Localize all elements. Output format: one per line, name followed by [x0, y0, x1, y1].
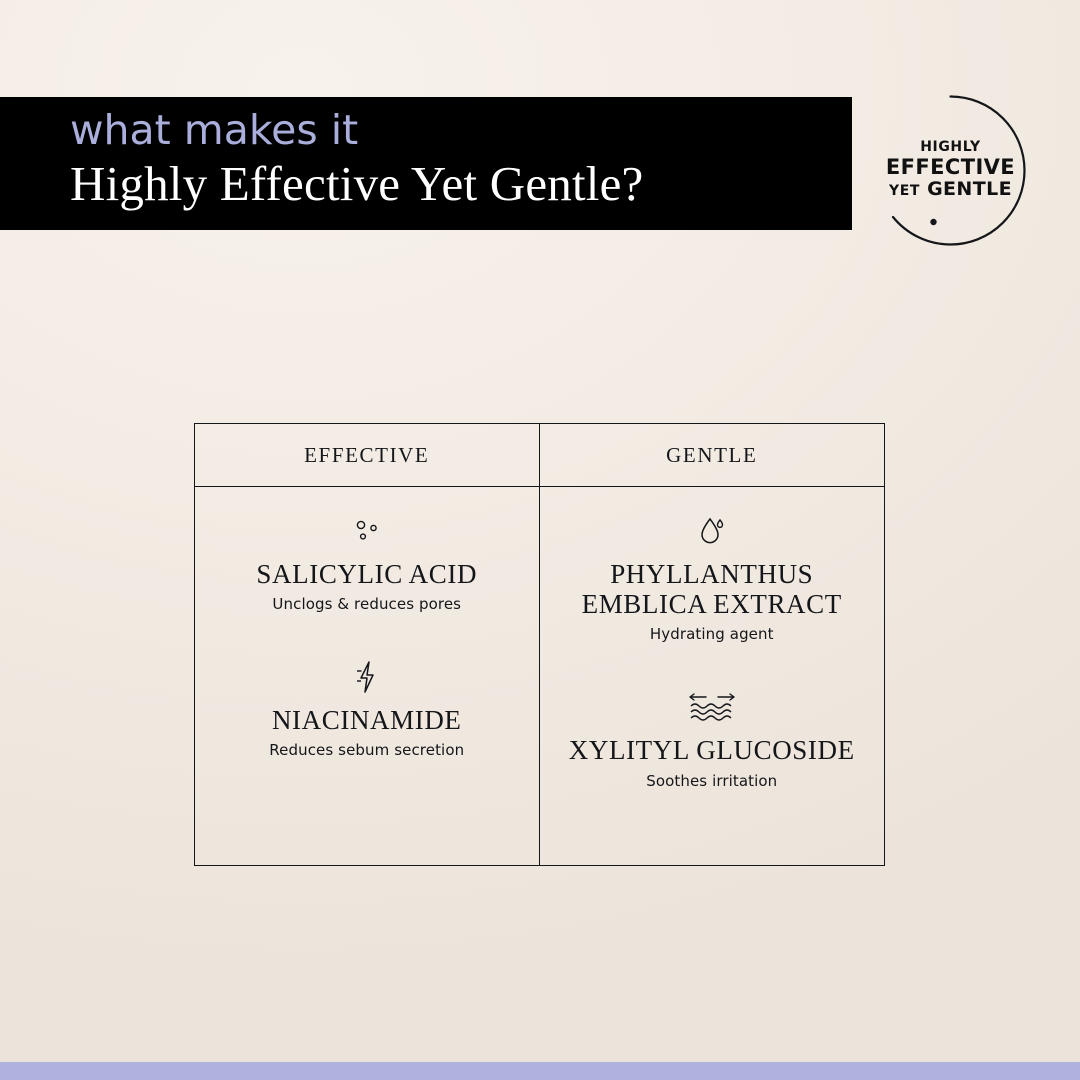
ingredient-name-line-1: PHYLLANTHUS [610, 559, 814, 589]
badge-line-3-small: YET [888, 183, 921, 200]
badge-line-1: HIGHLY [920, 138, 981, 155]
table-header-effective [195, 424, 540, 486]
list-item [558, 689, 867, 789]
column-header-label: EFFECTIVE [304, 442, 430, 467]
page-title: Highly Effective Yet Gentle? [70, 156, 644, 212]
list-item [213, 513, 521, 613]
badge-line-2: EFFECTIVE [885, 155, 1016, 180]
table-body [195, 487, 884, 865]
badge-line-3 [889, 179, 1012, 201]
soothing-waves-icon [684, 689, 740, 725]
column-effective [195, 487, 540, 865]
ingredient-desc: Soothes irritation [646, 771, 778, 790]
water-droplet-icon [696, 513, 728, 549]
header-kicker: what makes it [70, 106, 359, 154]
ingredient-desc: Hydrating agent [649, 625, 774, 644]
list-item [558, 513, 867, 643]
lightning-bolt-icon [354, 659, 380, 695]
bottom-accent-strip [0, 1062, 1080, 1080]
ingredient-name: NIACINAMIDE [271, 705, 462, 736]
list-item [213, 659, 521, 759]
badge-text [873, 93, 1028, 248]
pores-dots-icon [347, 513, 387, 549]
ingredient-name: XYLITYL GLUCOSIDE [568, 735, 855, 766]
header-bar [0, 97, 852, 230]
badge [873, 93, 1028, 248]
column-gentle [540, 487, 885, 865]
ingredient-name: SALICYLIC ACID [256, 559, 478, 589]
ingredient-desc: Unclogs & reduces pores [272, 595, 462, 614]
table-header-row [195, 424, 884, 487]
table-header-gentle [540, 424, 885, 486]
badge-line-3-big: GENTLE [927, 178, 1012, 201]
ingredient-desc: Reduces sebum secretion [269, 741, 465, 760]
ingredient-name-line-2: EMBLICA EXTRACT [581, 589, 842, 620]
comparison-table [194, 423, 885, 866]
column-header-label: GENTLE [666, 442, 758, 467]
